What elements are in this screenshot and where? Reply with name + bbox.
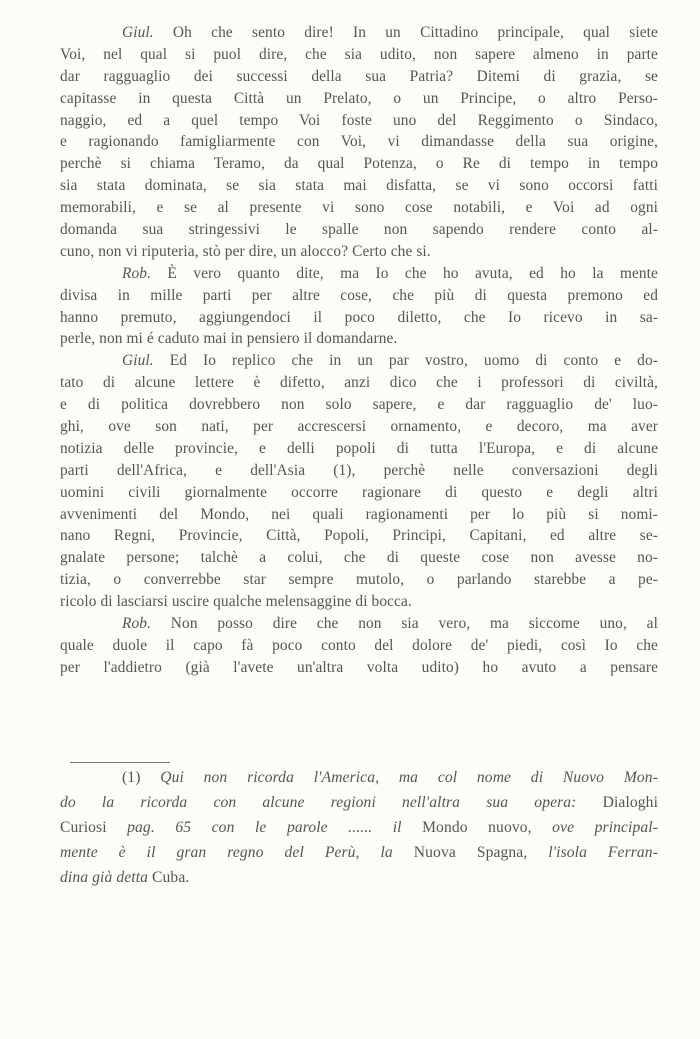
italic-text: Rob. xyxy=(122,264,152,282)
text-line xyxy=(60,88,658,110)
text-segment: È vero quanto dite, ma Io che ho avuta, ed ho la mente xyxy=(151,264,658,282)
footnote-line xyxy=(60,815,658,840)
text-segment: Mondo nuovo, xyxy=(401,819,553,836)
text-segment: gnalate persone; talchè a colui, che di queste cose non avesse no- xyxy=(60,549,658,567)
footnote-line xyxy=(60,840,658,865)
text-segment: ricolo di lasciarsi uscire qualche melensaggine di bocca. xyxy=(60,593,412,611)
text-segment: e di politica dovrebbero non solo sapere, e dar ragguaglio de' luo- xyxy=(60,396,658,414)
italic-text: Giul. xyxy=(122,24,154,41)
body-text xyxy=(60,22,658,679)
italic-text: dina già detta xyxy=(60,869,149,886)
text-segment: Non posso dire che non sia vero, ma siccome uno, al xyxy=(151,615,658,633)
text-segment: tato di alcune lettere è difetto, anzi dico che i professori di civiltà, xyxy=(60,374,658,392)
text-line xyxy=(60,372,658,394)
text-segment: avvenimenti del Mondo, nei quali ragionamenti per lo più si nomi- xyxy=(60,505,658,523)
text-line xyxy=(60,328,658,350)
text-line xyxy=(60,416,658,438)
text-segment: perle, non mi é caduto mai in pensiero il domandarne. xyxy=(60,330,398,348)
text-line xyxy=(60,657,658,679)
text-line xyxy=(60,219,658,241)
text-segment: per l'addietro (già l'avete un'altra volta udito) ho avuto a pensare xyxy=(60,658,658,676)
text-line xyxy=(60,22,658,44)
text-line xyxy=(60,547,658,569)
text-segment: ghi, ove son nati, per accrescersi ornamento, e decoro, ma aver xyxy=(60,418,658,436)
text-line xyxy=(60,525,658,547)
text-line xyxy=(60,460,658,482)
text-line xyxy=(60,153,658,175)
text-segment: Cuba. xyxy=(148,869,190,886)
italic-text: Qui non ricorda l'America, ma col nome di Nuovo Mon- xyxy=(160,769,658,786)
text-segment: naggio, ed a quel tempo Voi foste uno del Reggimento o Sindaco, xyxy=(60,111,658,129)
text-segment: perchè si chiama Teramo, da qual Potenza, o Re di tempo in tempo xyxy=(60,155,658,173)
text-segment: capitasse in questa Città un Prelato, o un Principe, o altro Perso- xyxy=(60,89,658,107)
text-segment: quale duole il capo fà poco conto del dolore de' piedi, così Io che xyxy=(60,636,658,654)
text-line xyxy=(60,263,658,285)
text-line xyxy=(60,197,658,219)
text-line xyxy=(60,131,658,153)
text-segment: memorabili, e se al presente vi sono cose notabili, e Voi ad ogni xyxy=(60,199,658,217)
text-line xyxy=(60,438,658,460)
italic-text: l'isola Ferran- xyxy=(548,844,658,861)
italic-text: do la ricorda con alcune regioni nell'altra sua opera: xyxy=(60,794,577,811)
text-segment: Ed Io replico che in un par vostro, uomo di conto e do- xyxy=(153,352,658,370)
text-line xyxy=(60,110,658,132)
text-segment: hanno premuto, aggiungendoci il poco diletto, che Io ricevo in sa- xyxy=(60,308,658,326)
italic-text: mente è il gran regno del Perù, la xyxy=(60,844,393,861)
text-line xyxy=(60,635,658,657)
text-line xyxy=(60,394,658,416)
italic-text: ove principal- xyxy=(552,819,658,836)
text-segment: e ragionando famigliarmente con Voi, vi dimandasse della sua origine, xyxy=(60,133,658,151)
text-line xyxy=(60,241,658,263)
footnote-divider xyxy=(70,762,170,763)
text-segment: notizia delle provincie, e delli popoli di tutta l'Europa, e di alcune xyxy=(60,439,658,457)
text-segment: uomini civili giornalmente occorre ragionare di questo e degli altri xyxy=(60,483,658,501)
text-line xyxy=(60,175,658,197)
text-segment: parti dell'Africa, e dell'Asia (1), perchè nelle conversazioni degli xyxy=(60,461,658,479)
text-segment: (1) xyxy=(122,769,161,786)
italic-text: pag. 65 con le parole ...... il xyxy=(127,819,402,836)
text-line xyxy=(60,66,658,88)
text-segment: Voi, nel qual si puol dire, che sia udito, non sapere almeno in parte xyxy=(60,45,658,63)
text-segment: tizia, o converrebbe star sempre mutolo, o parlando starebbe a pe- xyxy=(60,571,658,589)
text-segment: Dialoghi xyxy=(576,794,658,811)
text-segment: Nuova Spagna, xyxy=(392,844,549,861)
text-line xyxy=(60,350,658,372)
text-segment: Oh che sento dire! In un Cittadino principale, qual siete xyxy=(153,24,658,41)
text-line xyxy=(60,504,658,526)
italic-text: Rob. xyxy=(122,615,152,633)
text-segment: cuno, non vi riputeria, stò per dire, un alocco? Certo che si. xyxy=(60,242,431,260)
text-line xyxy=(60,285,658,307)
text-segment: Curiosi xyxy=(60,819,128,836)
text-segment: domanda sua stringessivi le spalle non sapendo rendere conto al- xyxy=(60,221,658,239)
text-line xyxy=(60,482,658,504)
text-line xyxy=(60,591,658,613)
text-line xyxy=(60,613,658,635)
footnote-line xyxy=(60,790,658,815)
text-line xyxy=(60,44,658,66)
footnote-line xyxy=(60,865,658,890)
footnote-line xyxy=(60,765,658,790)
text-segment: sia stata dominata, se sia stata mai disfatta, se vi sono occorsi fatti xyxy=(60,177,658,195)
text-segment: dar ragguaglio dei successi della sua Patria? Ditemi di grazia, se xyxy=(60,67,658,85)
text-line xyxy=(60,307,658,329)
text-line xyxy=(60,569,658,591)
text-segment: divisa in mille parti per altre cose, che più di questa premono ed xyxy=(60,286,658,304)
text-segment: nano Regni, Provincie, Città, Popoli, Principi, Capitani, ed altre se- xyxy=(60,527,658,545)
italic-text: Giul. xyxy=(122,352,154,370)
footnote xyxy=(60,765,658,890)
